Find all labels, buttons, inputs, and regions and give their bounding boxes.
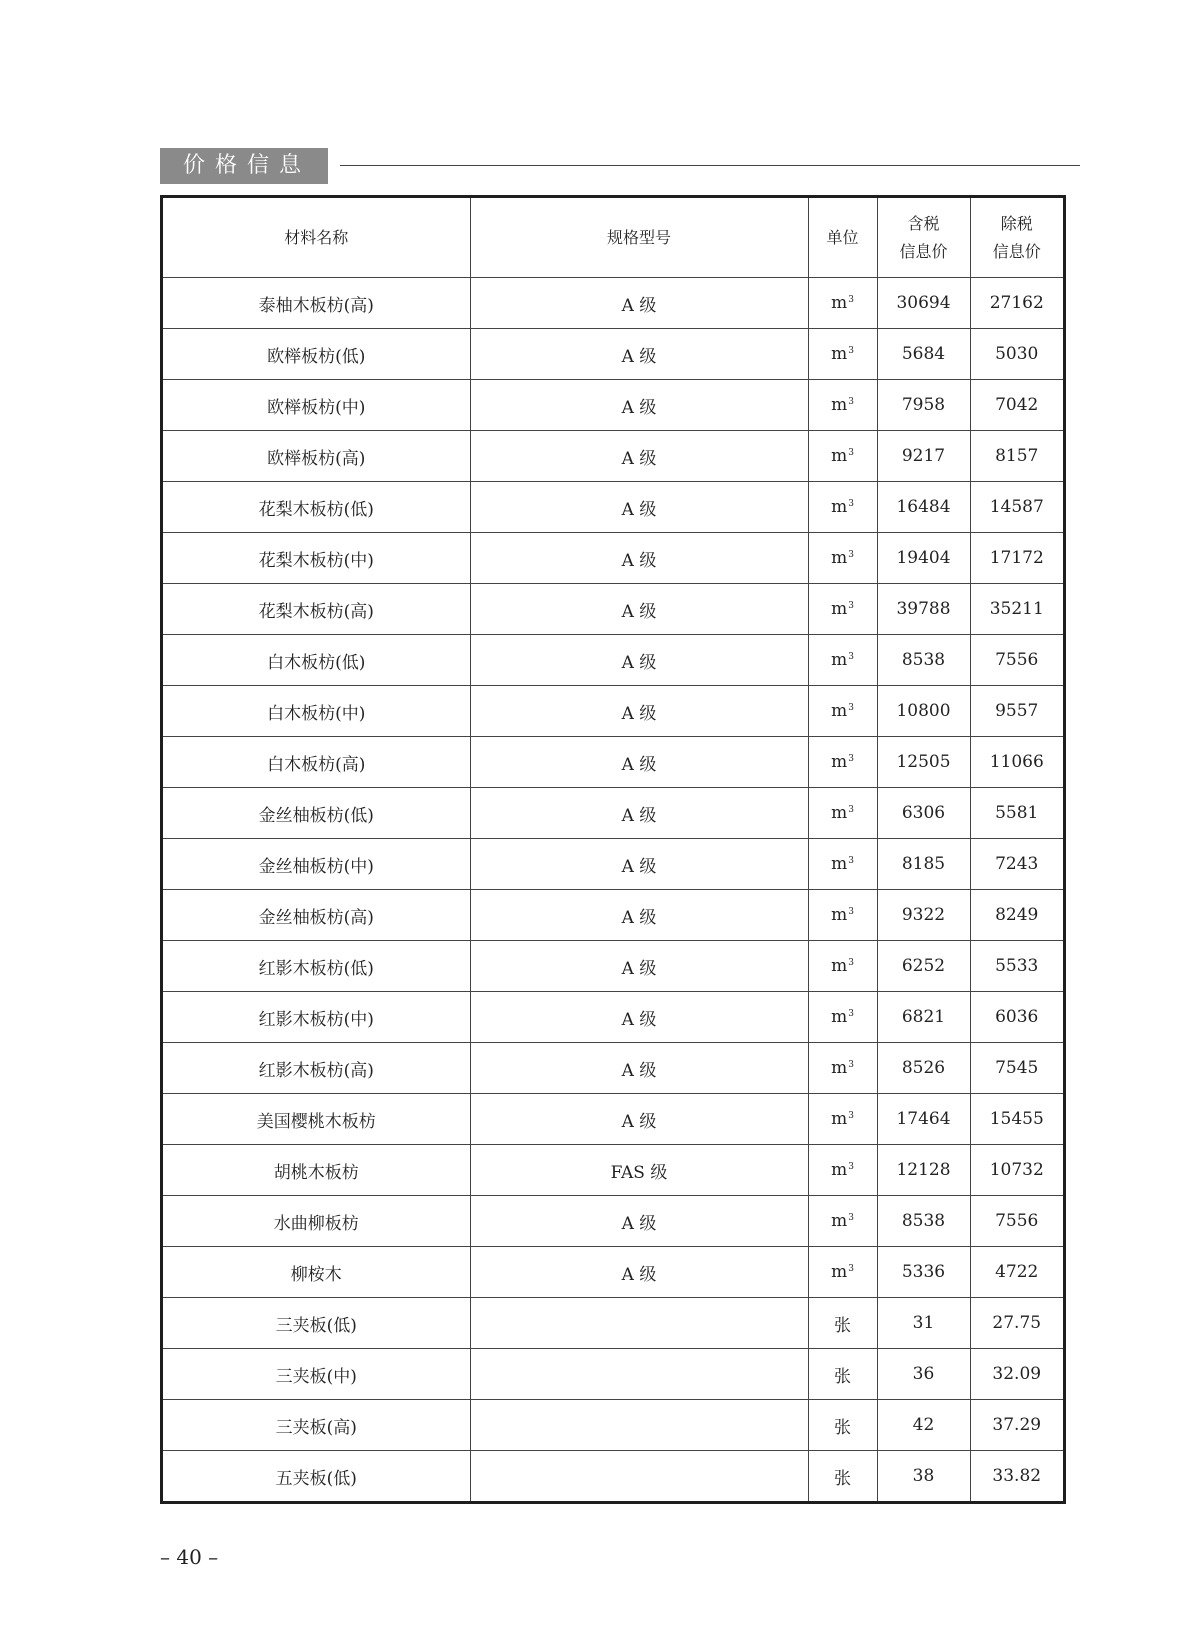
unit-text: 张 [834, 1315, 851, 1336]
unit-superscript: 3 [848, 550, 854, 560]
cell-tax-inclusive-price: 42 [877, 1400, 970, 1451]
cell-material-name: 红影木板枋(高) [163, 1043, 470, 1094]
cell-unit [808, 329, 877, 380]
section-title: 价格信息 [160, 148, 328, 184]
header-tax-inclusive-line1: 含税 [907, 213, 940, 233]
table-row [163, 992, 1063, 1043]
cell-tax-exclusive-price: 7545 [970, 1043, 1063, 1094]
cell-specification: A 级 [470, 329, 808, 380]
cell-material-name: 白木板枋(高) [163, 737, 470, 788]
unit-text: 张 [834, 1366, 851, 1387]
cell-material-name: 三夹板(高) [163, 1400, 470, 1451]
header-tax-exclusive-price [970, 198, 1063, 278]
cell-specification: A 级 [470, 686, 808, 737]
cell-tax-exclusive-price: 27.75 [970, 1298, 1063, 1349]
table-row [163, 1349, 1063, 1400]
cell-material-name: 柳桉木 [163, 1247, 470, 1298]
unit-text: m [831, 956, 848, 976]
cell-tax-inclusive-price: 17464 [877, 1094, 970, 1145]
cell-unit [808, 839, 877, 890]
cell-tax-inclusive-price: 5684 [877, 329, 970, 380]
cell-specification: A 级 [470, 737, 808, 788]
header-tax-exclusive-line2: 信息价 [992, 241, 1041, 261]
cell-specification: A 级 [470, 1247, 808, 1298]
cell-tax-inclusive-price: 5336 [877, 1247, 970, 1298]
section-divider [340, 165, 1080, 166]
table-row [163, 278, 1063, 329]
cell-material-name: 三夹板(中) [163, 1349, 470, 1400]
page-number: – 40 – [160, 1545, 219, 1569]
table-row [163, 1043, 1063, 1094]
table-row [163, 1247, 1063, 1298]
table-row [163, 686, 1063, 737]
table-row [163, 635, 1063, 686]
cell-specification: A 级 [470, 533, 808, 584]
cell-tax-exclusive-price: 5533 [970, 941, 1063, 992]
cell-specification: A 级 [470, 431, 808, 482]
cell-tax-exclusive-price: 9557 [970, 686, 1063, 737]
cell-tax-exclusive-price: 7556 [970, 635, 1063, 686]
cell-material-name: 红影木板枋(中) [163, 992, 470, 1043]
header-unit: 单位 [808, 198, 877, 278]
cell-tax-exclusive-price: 32.09 [970, 1349, 1063, 1400]
cell-tax-inclusive-price: 10800 [877, 686, 970, 737]
cell-tax-inclusive-price: 38 [877, 1451, 970, 1502]
cell-specification: A 级 [470, 635, 808, 686]
cell-tax-inclusive-price: 6821 [877, 992, 970, 1043]
unit-text: m [831, 497, 848, 517]
cell-unit [808, 1043, 877, 1094]
unit-superscript: 3 [848, 703, 854, 713]
cell-specification: A 级 [470, 1094, 808, 1145]
table-row [163, 737, 1063, 788]
cell-unit [808, 788, 877, 839]
unit-text: m [831, 1058, 848, 1078]
cell-material-name: 欧榉板枋(高) [163, 431, 470, 482]
unit-superscript: 3 [848, 346, 854, 356]
unit-superscript: 3 [848, 958, 854, 968]
cell-specification: A 级 [470, 1043, 808, 1094]
table-row [163, 431, 1063, 482]
cell-unit [808, 941, 877, 992]
cell-specification [470, 1451, 808, 1502]
cell-tax-exclusive-price: 17172 [970, 533, 1063, 584]
unit-text: m [831, 293, 848, 313]
cell-material-name: 美国樱桃木板枋 [163, 1094, 470, 1145]
unit-text: m [831, 1211, 848, 1231]
unit-superscript: 3 [848, 754, 854, 764]
cell-specification: FAS 级 [470, 1145, 808, 1196]
unit-superscript: 3 [848, 856, 854, 866]
cell-unit [808, 533, 877, 584]
unit-superscript: 3 [848, 805, 854, 815]
unit-text: m [831, 1160, 848, 1180]
cell-unit [808, 380, 877, 431]
unit-superscript: 3 [848, 1009, 854, 1019]
cell-material-name: 花梨木板枋(高) [163, 584, 470, 635]
header-tax-inclusive-price [877, 198, 970, 278]
table-body [163, 278, 1063, 1502]
unit-superscript: 3 [848, 397, 854, 407]
cell-specification: A 级 [470, 941, 808, 992]
cell-tax-exclusive-price: 35211 [970, 584, 1063, 635]
unit-superscript: 3 [848, 1213, 854, 1223]
cell-unit [808, 431, 877, 482]
unit-superscript: 3 [848, 1264, 854, 1274]
cell-unit [808, 1349, 877, 1400]
cell-tax-exclusive-price: 33.82 [970, 1451, 1063, 1502]
cell-tax-inclusive-price: 30694 [877, 278, 970, 329]
cell-specification: A 级 [470, 278, 808, 329]
cell-tax-inclusive-price: 39788 [877, 584, 970, 635]
price-table-container [160, 195, 1066, 1504]
cell-tax-inclusive-price: 36 [877, 1349, 970, 1400]
cell-tax-exclusive-price: 11066 [970, 737, 1063, 788]
unit-text: m [831, 548, 848, 568]
table-header-row [163, 198, 1063, 278]
cell-material-name: 花梨木板枋(中) [163, 533, 470, 584]
table-row [163, 1196, 1063, 1247]
cell-unit [808, 1400, 877, 1451]
cell-specification: A 级 [470, 482, 808, 533]
cell-material-name: 花梨木板枋(低) [163, 482, 470, 533]
header-specification: 规格型号 [470, 198, 808, 278]
unit-text: m [831, 803, 848, 823]
cell-tax-inclusive-price: 19404 [877, 533, 970, 584]
cell-material-name: 水曲柳板枋 [163, 1196, 470, 1247]
unit-superscript: 3 [848, 907, 854, 917]
table-row [163, 788, 1063, 839]
cell-tax-inclusive-price: 31 [877, 1298, 970, 1349]
cell-tax-inclusive-price: 9322 [877, 890, 970, 941]
unit-superscript: 3 [848, 499, 854, 509]
unit-superscript: 3 [848, 295, 854, 305]
unit-text: m [831, 650, 848, 670]
cell-unit [808, 1247, 877, 1298]
table-row [163, 1298, 1063, 1349]
cell-unit [808, 278, 877, 329]
cell-unit [808, 635, 877, 686]
unit-text: m [831, 1262, 848, 1282]
cell-tax-inclusive-price: 8538 [877, 1196, 970, 1247]
cell-tax-exclusive-price: 8157 [970, 431, 1063, 482]
cell-unit [808, 1145, 877, 1196]
cell-tax-inclusive-price: 12505 [877, 737, 970, 788]
cell-specification: A 级 [470, 992, 808, 1043]
cell-tax-exclusive-price: 4722 [970, 1247, 1063, 1298]
cell-material-name: 胡桃木板枋 [163, 1145, 470, 1196]
cell-tax-inclusive-price: 6306 [877, 788, 970, 839]
table-row [163, 1094, 1063, 1145]
cell-specification: A 级 [470, 890, 808, 941]
cell-material-name: 金丝柚板枋(高) [163, 890, 470, 941]
header-material-name: 材料名称 [163, 198, 470, 278]
cell-tax-inclusive-price: 12128 [877, 1145, 970, 1196]
unit-text: 张 [834, 1417, 851, 1438]
table-row [163, 890, 1063, 941]
cell-tax-inclusive-price: 16484 [877, 482, 970, 533]
cell-tax-exclusive-price: 10732 [970, 1145, 1063, 1196]
cell-material-name: 泰柚木板枋(高) [163, 278, 470, 329]
cell-tax-inclusive-price: 9217 [877, 431, 970, 482]
table-row [163, 1400, 1063, 1451]
unit-text: m [831, 854, 848, 874]
cell-tax-exclusive-price: 7556 [970, 1196, 1063, 1247]
cell-material-name: 金丝柚板枋(中) [163, 839, 470, 890]
unit-text: m [831, 599, 848, 619]
cell-material-name: 红影木板枋(低) [163, 941, 470, 992]
cell-material-name: 白木板枋(中) [163, 686, 470, 737]
cell-specification [470, 1349, 808, 1400]
cell-unit [808, 1196, 877, 1247]
cell-material-name: 金丝柚板枋(低) [163, 788, 470, 839]
cell-tax-exclusive-price: 6036 [970, 992, 1063, 1043]
unit-superscript: 3 [848, 1060, 854, 1070]
unit-text: m [831, 395, 848, 415]
cell-specification [470, 1400, 808, 1451]
cell-unit [808, 482, 877, 533]
table-row [163, 1145, 1063, 1196]
cell-unit [808, 890, 877, 941]
table-row [163, 329, 1063, 380]
unit-superscript: 3 [848, 1111, 854, 1121]
unit-text: m [831, 1109, 848, 1129]
cell-tax-inclusive-price: 6252 [877, 941, 970, 992]
cell-tax-exclusive-price: 27162 [970, 278, 1063, 329]
table-row [163, 380, 1063, 431]
cell-material-name: 白木板枋(低) [163, 635, 470, 686]
table-row [163, 584, 1063, 635]
cell-unit [808, 737, 877, 788]
cell-specification: A 级 [470, 1196, 808, 1247]
cell-specification: A 级 [470, 584, 808, 635]
unit-text: m [831, 905, 848, 925]
unit-superscript: 3 [848, 601, 854, 611]
cell-material-name: 欧榉板枋(中) [163, 380, 470, 431]
cell-unit [808, 686, 877, 737]
cell-unit [808, 1451, 877, 1502]
unit-superscript: 3 [848, 1162, 854, 1172]
cell-tax-inclusive-price: 8526 [877, 1043, 970, 1094]
table-row [163, 839, 1063, 890]
cell-unit [808, 584, 877, 635]
cell-tax-exclusive-price: 15455 [970, 1094, 1063, 1145]
cell-specification: A 级 [470, 788, 808, 839]
cell-tax-inclusive-price: 7958 [877, 380, 970, 431]
cell-tax-exclusive-price: 7042 [970, 380, 1063, 431]
header-tax-inclusive-line2: 信息价 [899, 241, 948, 261]
cell-specification: A 级 [470, 839, 808, 890]
unit-text: m [831, 1007, 848, 1027]
cell-specification [470, 1298, 808, 1349]
unit-text: 张 [834, 1468, 851, 1489]
cell-unit [808, 1094, 877, 1145]
section-header [160, 148, 1080, 184]
cell-unit [808, 992, 877, 1043]
table-row [163, 941, 1063, 992]
cell-tax-exclusive-price: 5030 [970, 329, 1063, 380]
cell-tax-exclusive-price: 37.29 [970, 1400, 1063, 1451]
price-table [163, 198, 1063, 1501]
unit-superscript: 3 [848, 652, 854, 662]
table-row [163, 533, 1063, 584]
cell-tax-exclusive-price: 8249 [970, 890, 1063, 941]
table-row [163, 1451, 1063, 1502]
cell-tax-inclusive-price: 8185 [877, 839, 970, 890]
unit-text: m [831, 752, 848, 772]
cell-tax-exclusive-price: 14587 [970, 482, 1063, 533]
cell-unit [808, 1298, 877, 1349]
cell-tax-inclusive-price: 8538 [877, 635, 970, 686]
unit-text: m [831, 701, 848, 721]
unit-superscript: 3 [848, 448, 854, 458]
unit-text: m [831, 446, 848, 466]
unit-text: m [831, 344, 848, 364]
cell-material-name: 五夹板(低) [163, 1451, 470, 1502]
header-tax-exclusive-line1: 除税 [1000, 213, 1033, 233]
cell-tax-exclusive-price: 5581 [970, 788, 1063, 839]
cell-material-name: 欧榉板枋(低) [163, 329, 470, 380]
cell-material-name: 三夹板(低) [163, 1298, 470, 1349]
cell-tax-exclusive-price: 7243 [970, 839, 1063, 890]
table-row [163, 482, 1063, 533]
cell-specification: A 级 [470, 380, 808, 431]
